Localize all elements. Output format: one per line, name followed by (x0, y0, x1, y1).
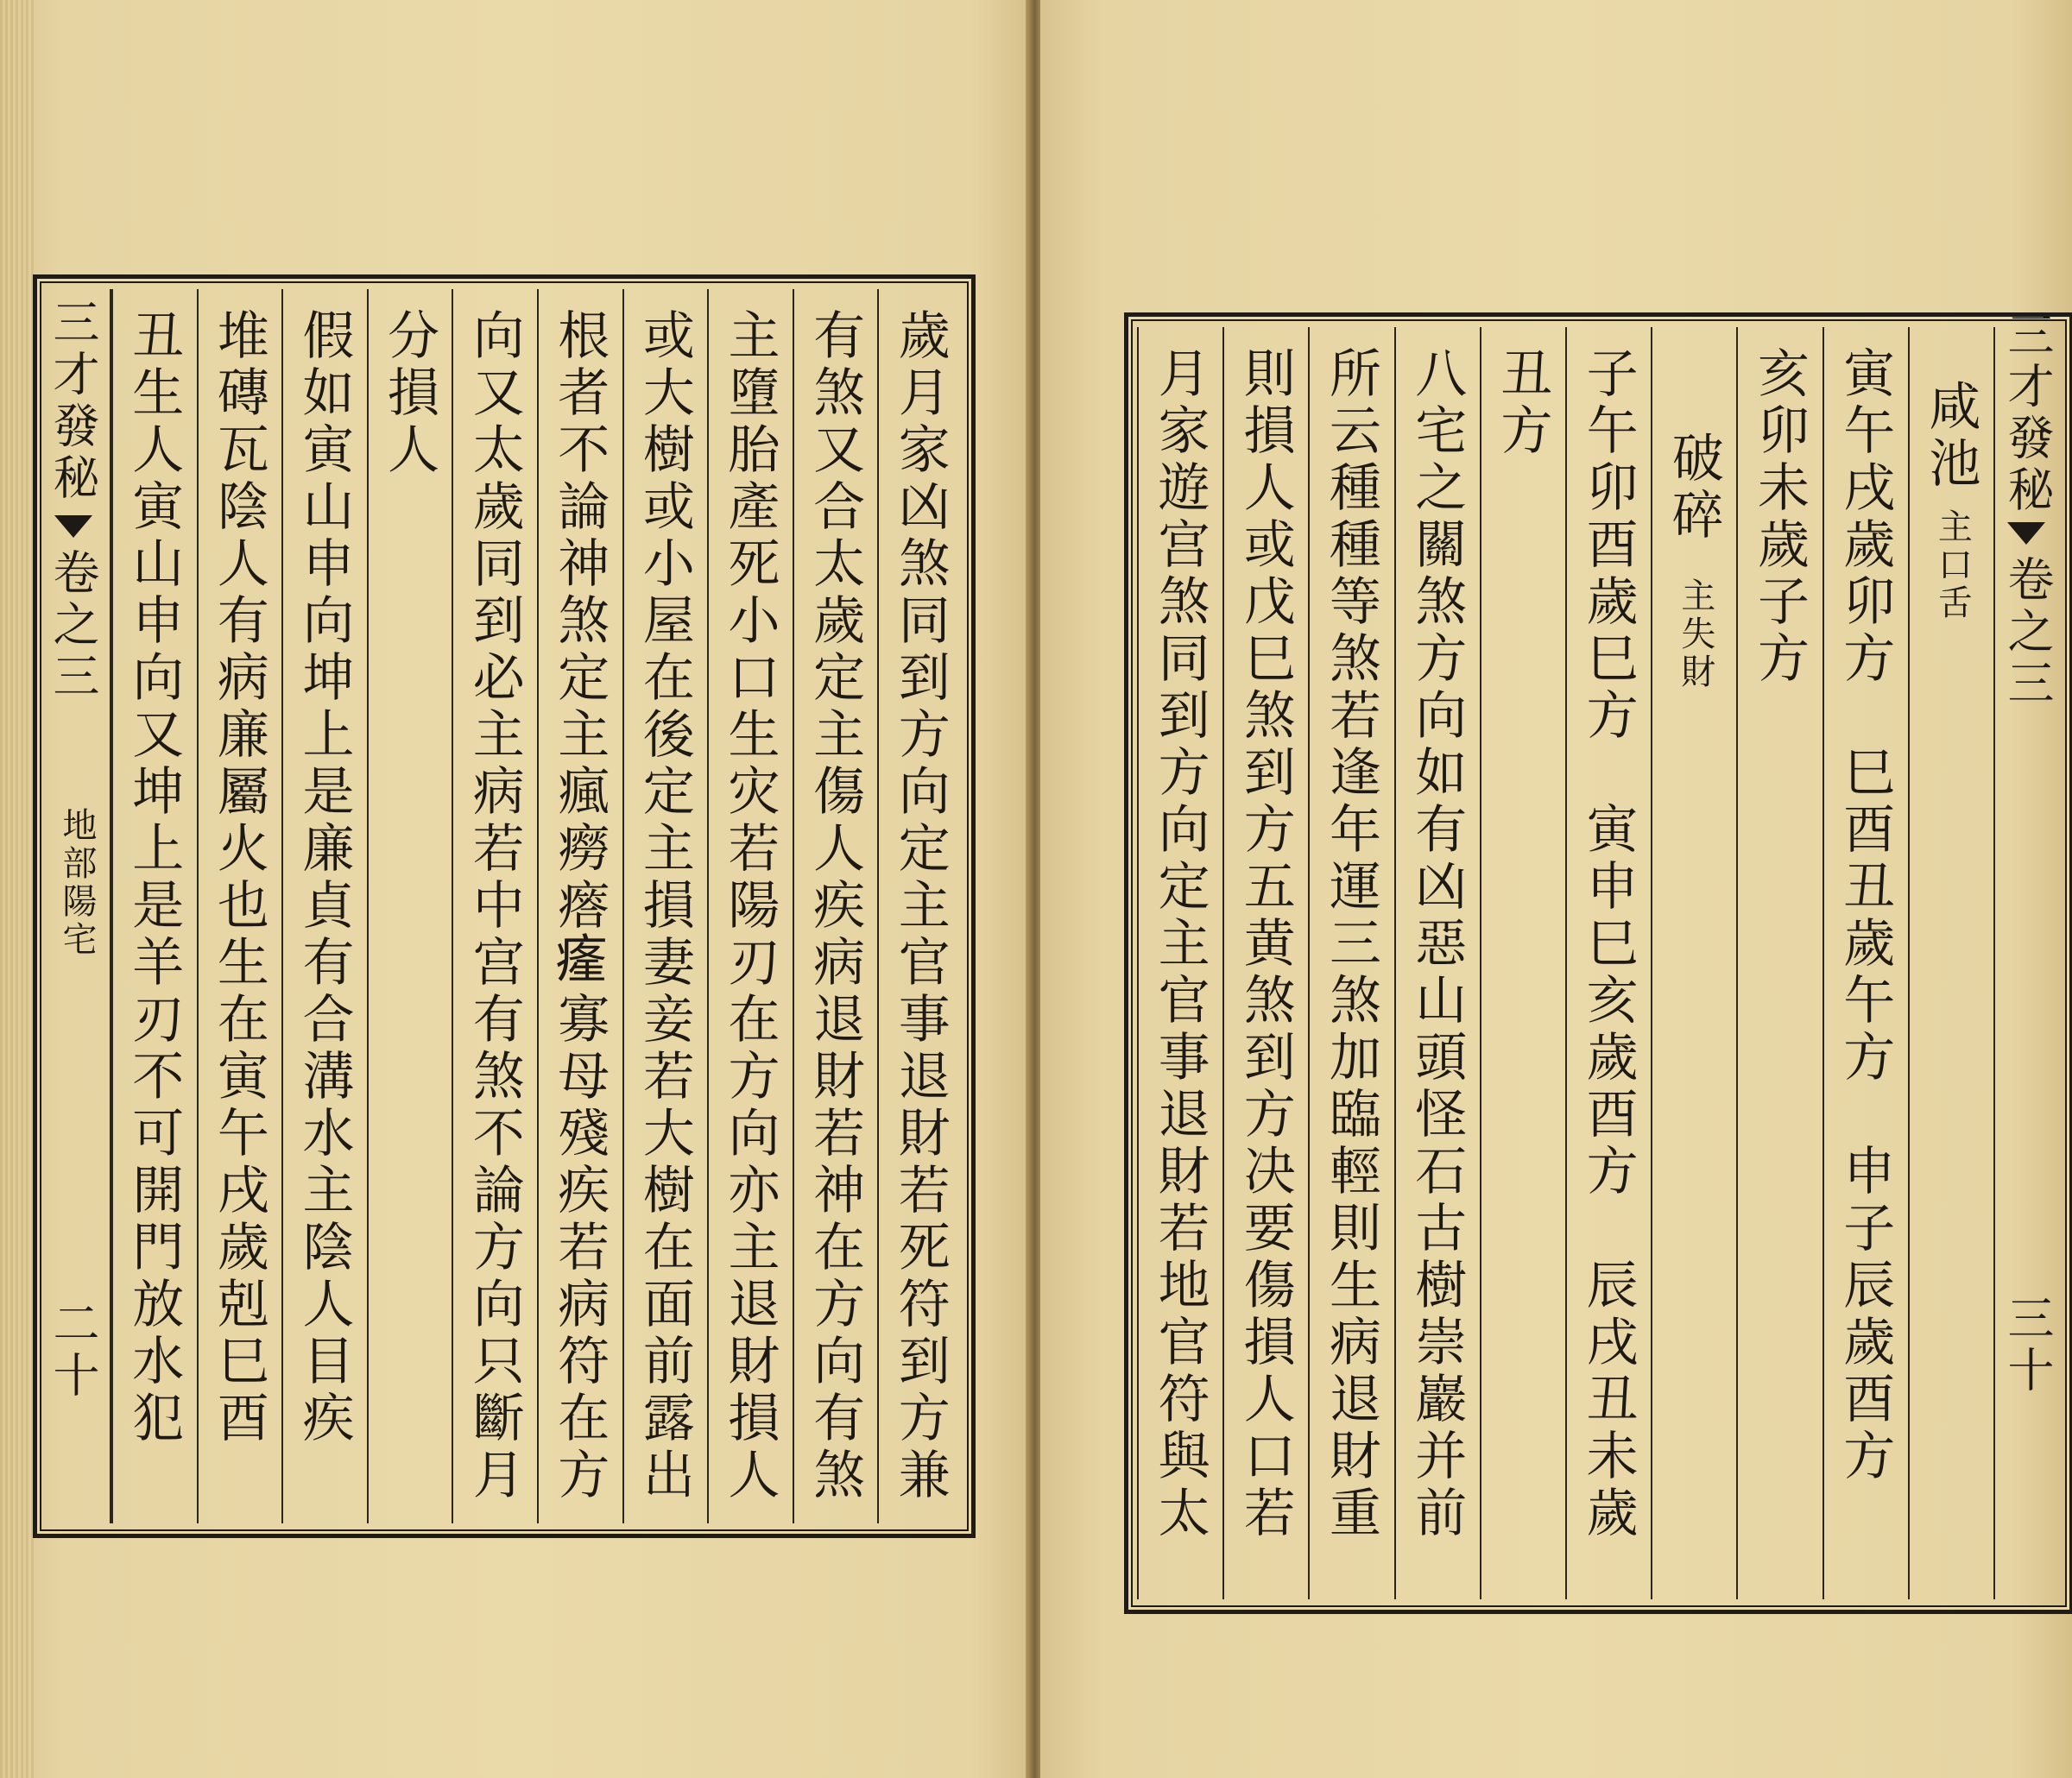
column-text: 月家遊宫煞同到方向定主官事退財若地官符與太 (1149, 346, 1210, 1542)
column-text: 破碎 (1663, 431, 1724, 545)
column-text: 假如寅山申向坤上是廉貞有合溝水主陰人目疾 (294, 308, 355, 1447)
right-margin-volume: 卷之三 (2000, 555, 2055, 710)
text-column (1394, 327, 1480, 1599)
text-column (197, 289, 282, 1523)
text-column (1137, 327, 1222, 1599)
column-text: 寅午戌歲卯方 巳酉丑歲午方 申子辰歲酉方 (1835, 346, 1896, 1485)
heading-note: 主口舌 (1932, 508, 1973, 622)
column-text: 亥卯未歲子方 (1748, 346, 1810, 688)
text-column (452, 289, 537, 1523)
left-margin-section: 地部陽宅 (57, 807, 97, 959)
column-text: 丑生人寅山申向又坤上是羊刃不可開門放水犯 (123, 308, 185, 1447)
text-column (793, 289, 878, 1523)
column-text: 主墮胎產死小口生灾若陽刃在方向亦主退財損人 (719, 308, 780, 1504)
text-column (1822, 327, 1908, 1599)
heading-column (1908, 327, 1993, 1599)
text-column (111, 289, 197, 1523)
column-text: 向又太歲同到必主病若中宫有煞不論方向只斷月 (464, 308, 525, 1504)
text-column (537, 289, 622, 1523)
text-column (877, 289, 963, 1523)
column-text: 八宅之關煞方向如有凶惡山頭怪石古樹崇巖并前 (1406, 346, 1468, 1542)
column-text: 則損人或戊巳煞到方五黄煞到方决要傷損人口若 (1235, 346, 1296, 1542)
column-text: 堆磚瓦陰人有病廉屬火也生在寅午戌歲剋巳酉 (208, 308, 269, 1447)
folio-number: 三十 (2000, 1294, 2055, 1397)
right-margin-column (1993, 310, 2061, 1599)
column-text: 分損人 (379, 308, 440, 479)
text-column (1222, 327, 1308, 1599)
section-heading: 咸池 (1920, 379, 1981, 493)
text-column (1736, 327, 1822, 1599)
text-column (281, 289, 367, 1523)
left-margin-volume: 卷之三 (46, 548, 100, 703)
text-column (1565, 327, 1651, 1599)
left-margin-title: 三才發秘 (46, 298, 100, 505)
right-text-frame (1124, 312, 2072, 1614)
left-text-frame (33, 274, 976, 1538)
text-column (1651, 327, 1736, 1599)
left-margin-column (37, 289, 111, 1523)
column-text: 歲月家凶煞同到方向定主官事退財若死符到方兼 (889, 308, 951, 1504)
fishtail-mark (2007, 522, 2045, 545)
column-text: 根者不論神煞定主瘋癆𤺥𤸇寡母殘疾若病符在方 (549, 308, 610, 1504)
column-text: 所云種種等煞若逢年運三煞加臨輕則生病退財重 (1320, 346, 1381, 1542)
column-text: 丑方 (1492, 346, 1553, 460)
text-column (622, 289, 708, 1523)
column-text: 或大樹或小屋在後定主損妻妾若大樹在面前露出 (634, 308, 695, 1504)
left-margin-mark: 二十 (46, 1299, 100, 1403)
column-text: 有煞又合太歲定主傷人疾病退財若神在方向有煞 (805, 308, 866, 1504)
text-column (1308, 327, 1393, 1599)
right-margin-title: 三才發秘 (2000, 310, 2055, 517)
column-text: 子午卯酉歲巳方 寅申巳亥歲酉方 辰戌丑未歲 (1577, 346, 1639, 1542)
text-column (367, 289, 452, 1523)
fishtail-mark (54, 515, 92, 538)
left-page (0, 0, 1033, 1778)
text-column (1480, 327, 1565, 1599)
text-column (707, 289, 793, 1523)
po-sui-note: 主失財 (1675, 577, 1715, 691)
right-page (1040, 0, 2072, 1778)
